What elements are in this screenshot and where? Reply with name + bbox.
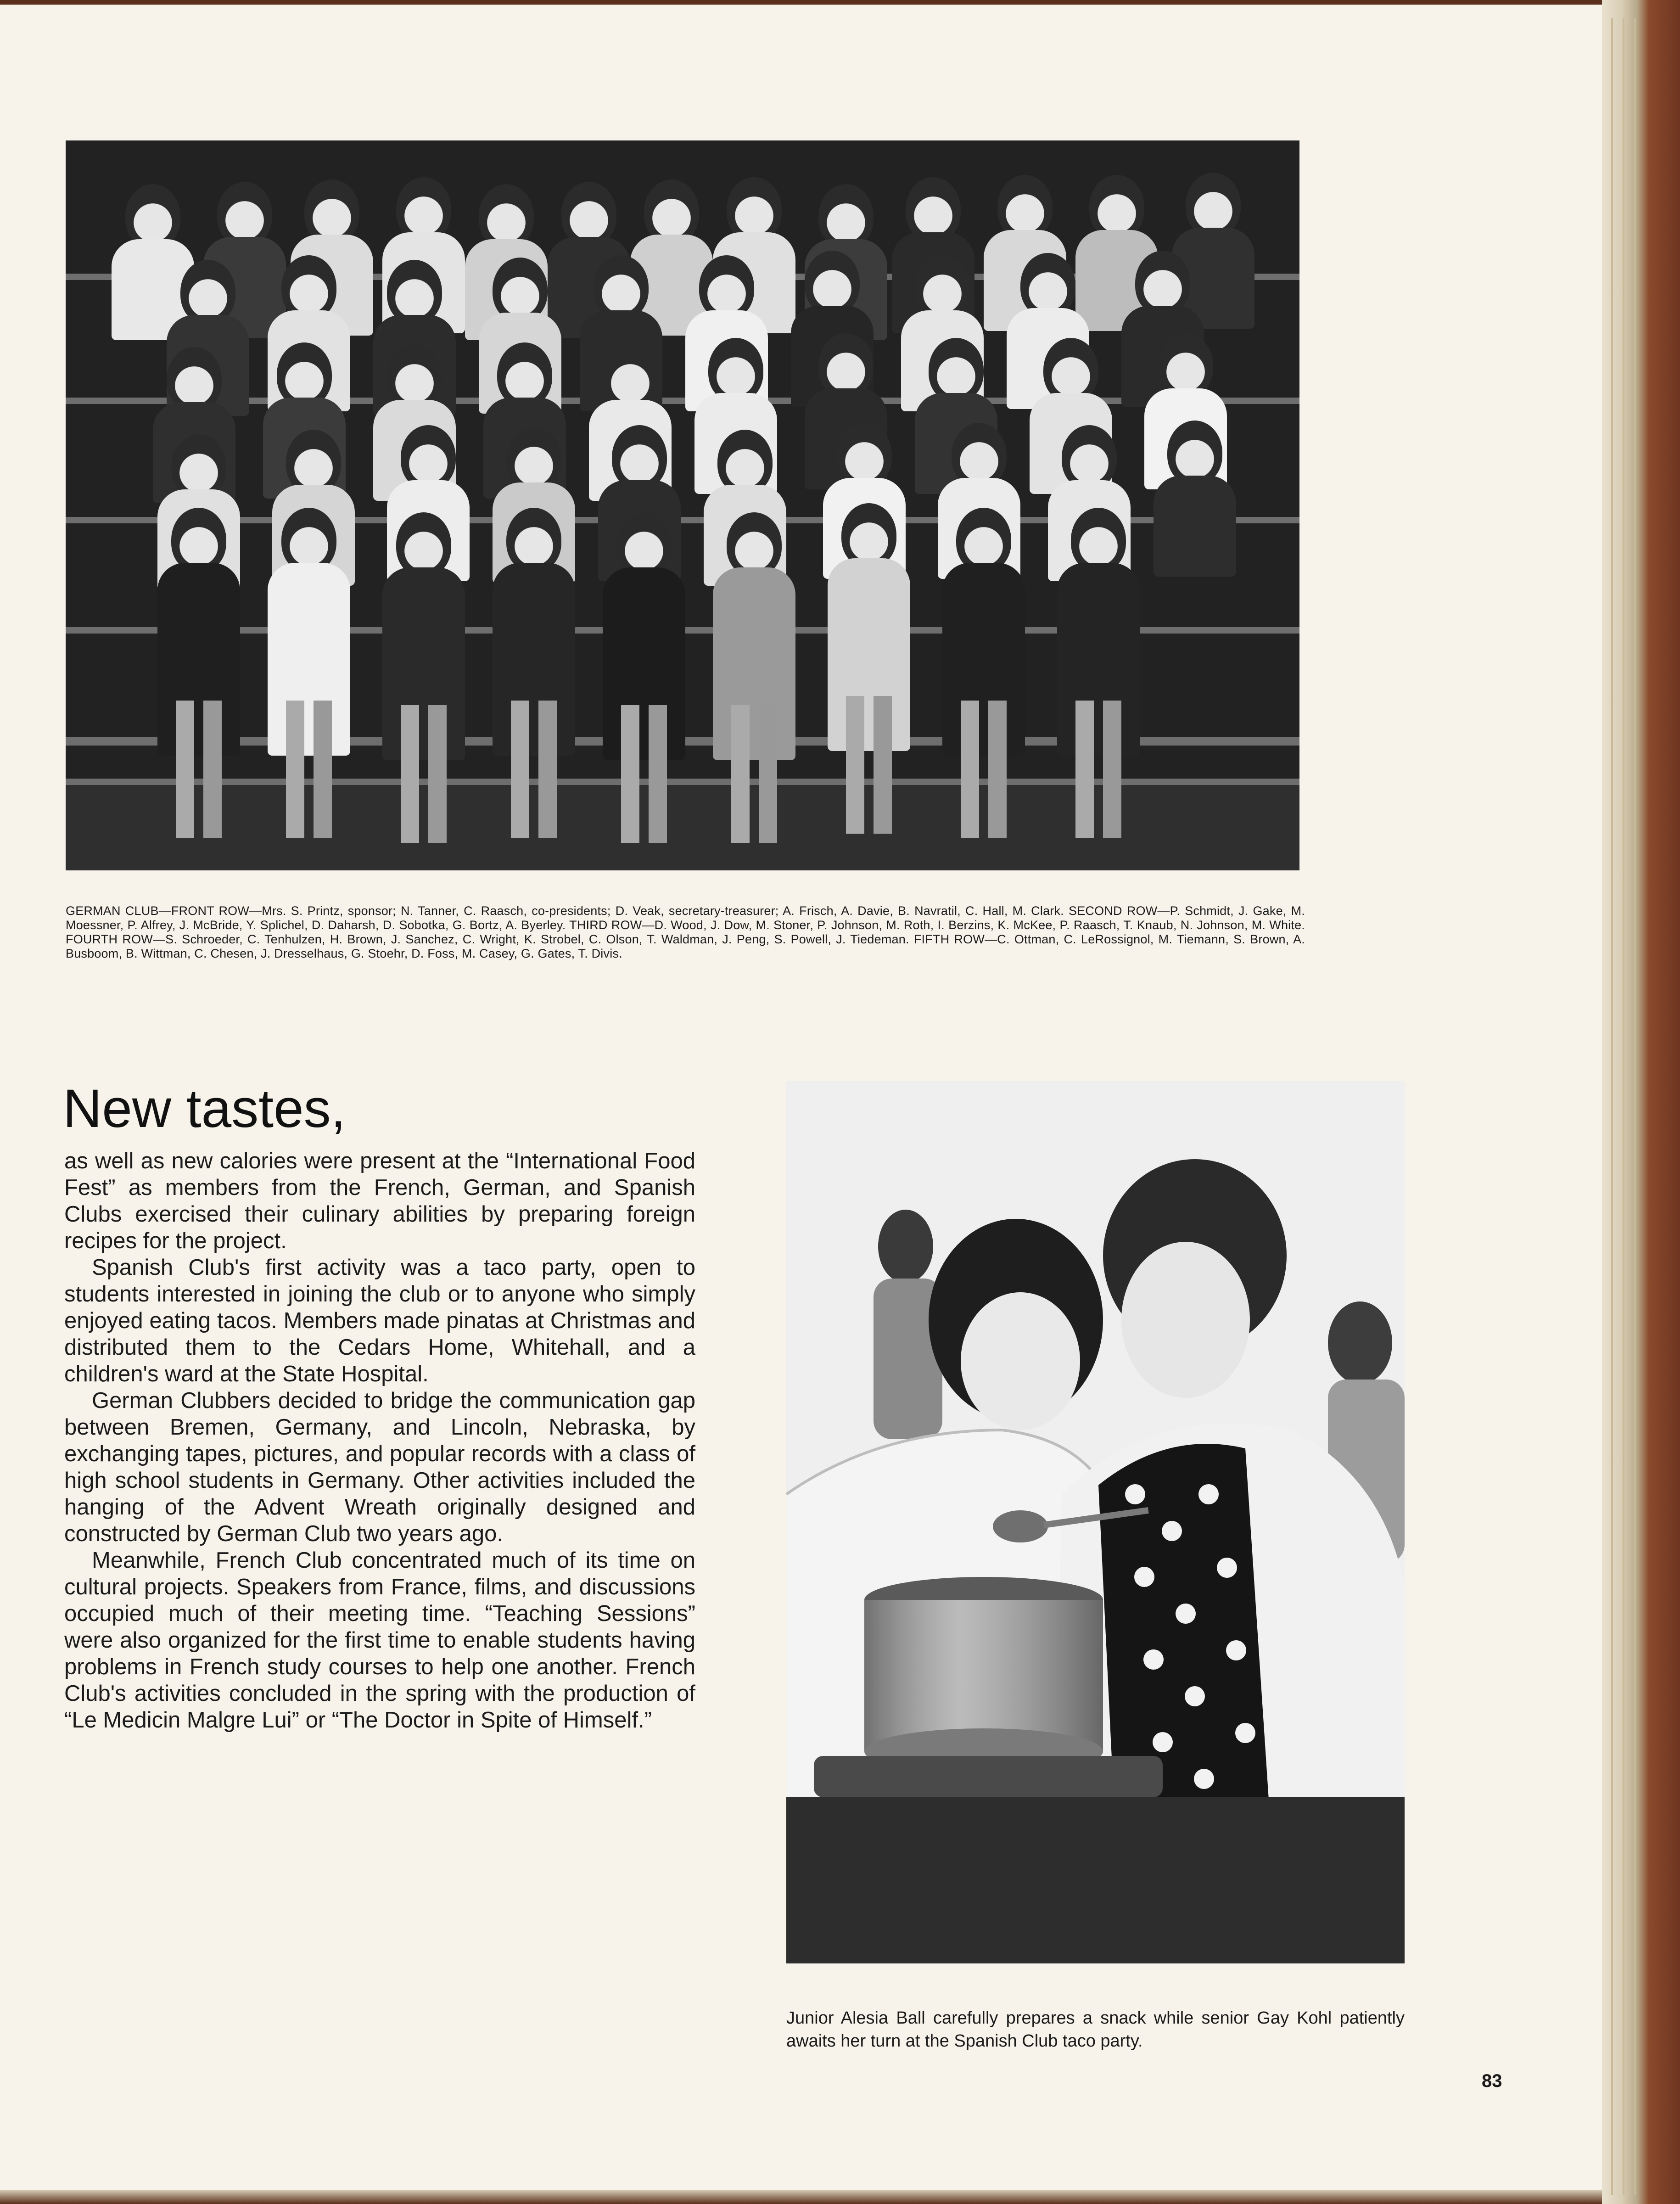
article-paragraph: Meanwhile, French Club concentrated much of its time on cultural projects. Speakers from France, films, and discussions occupied much of their meeting time. “Teaching Sessions” were also organized for the first time to enable students having problems in French study courses to help one another. French Club's activities concluded in the spring with the production of “Le Medicin Malgre Lui” or “The Doctor in Spite of Himself.” <box>64 1548 695 1733</box>
taco-photo-scene <box>786 1081 1405 1963</box>
taco-photo-caption: Junior Alesia Ball carefully prepares a snack while senior Gay Kohl patiently awaits her turn at the Spanish Club taco party. <box>786 2008 1405 2051</box>
front-row <box>66 140 1299 870</box>
article-paragraph: as well as new calories were present at the “International Food Fest” as members from the French, German, and Spanish Clubs exercised their culinary abilities by preparing foreign recipes for the project. <box>64 1149 695 1253</box>
article-body <box>64 1148 695 1733</box>
taco-party-photo <box>786 1081 1405 1963</box>
page-number: 83 <box>1482 2071 1502 2091</box>
article-headline: New tastes, <box>63 1078 346 1139</box>
article-paragraph: Spanish Club's first activity was a taco party, open to students interested in joining the club or to anyone who simply enjoyed eating tacos. Members made pinatas at Christmas and distributed them to the Cedars Home, Whitehall, and a children's ward at the State Hospital. <box>64 1255 695 1386</box>
book-bottom-edge <box>0 2190 1602 2204</box>
german-club-group-photo <box>66 140 1299 870</box>
article-paragraph: German Clubbers decided to bridge the communication gap between Bremen, Germany, and Lincoln, Nebraska, by exchanging tapes, pictures, and popular records with a class of high school students in Germany. Other activities included the hanging of the Advent Wreath originally designed and constructed by German Club two years ago. <box>64 1388 695 1546</box>
book-page-edge <box>1602 0 1680 2204</box>
group-photo-caption: GERMAN CLUB—FRONT ROW—Mrs. S. Printz, sponsor; N. Tanner, C. Raasch, co-presidents; D. Veak, secretary-treasurer; A. Frisch, A. Davie, B. Navratil, C. Hall, M. Clark. SECOND ROW—P. Schmidt, J. Gake, M. Moessner, P. Alfrey, J. McBride, Y. Splichel, D. Daharsh, D. Sobotka, G. Bortz, A. Byerley. THIRD ROW—D. Wood, J. Dow, M. Stoner, P. Johnson, M. Roth, I. Berzins, K. McKee, P. Raasch, T. Knaub, N. Johnson, M. White. FOURTH ROW—S. Schroeder, C. Tenhulzen, H. Brown, J. Sanchez, C. Wright, K. Strobel, C. Olson, T. Waldman, J. Peng, S. Powell, J. Tiedeman. FIFTH ROW—C. Ottman, C. LeRossignol, M. Tiemann, S. Brown, A. Busboom, B. Wittman, C. Chesen, J. Dresselhaus, G. Stoehr, D. Foss, M. Casey, G. Gates, T. Divis. <box>66 904 1305 960</box>
